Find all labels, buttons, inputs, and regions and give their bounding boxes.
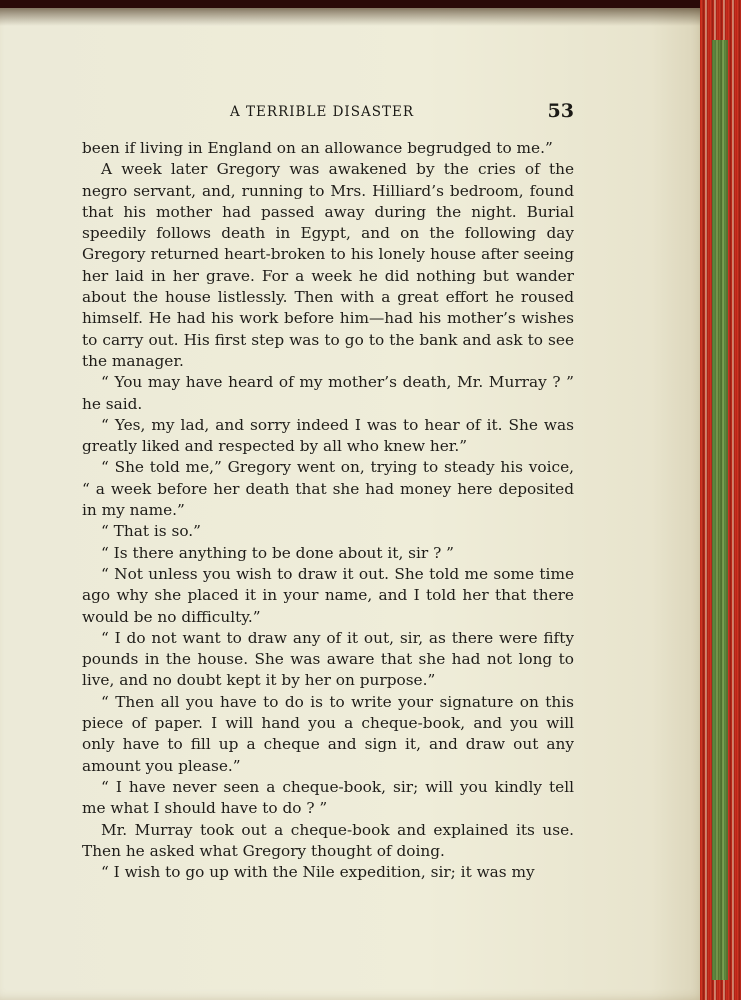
paragraph: A week later Gregory was awakened by the cries of the negro servant, and, running to Mrs. Hilliard’s bedroom, found that his mother had passed away during the night. Burial speedily follows death in Egypt, and on the following day Gregory returned heart-broken to his lonely house after seeing her laid in her grave. For a week he did nothing but wander about the house listlessly. Then with a great effort he roused himself. He had his work before him—had his mother’s wishes to carry out. His first step was to go to the bank and ask to see the manager. [82, 160, 574, 370]
page-header [82, 102, 574, 124]
paragraph-last: “ I wish to go up with the Nile expedition, sir; it was my [101, 863, 535, 882]
paragraph: “ She told me,” Gregory went on, trying to steady his voice, “ a week before her death that she had money here deposited in my name.” [82, 458, 574, 520]
page-number: 53 [547, 100, 574, 122]
paragraph: “ I do not want to draw any of it out, sir, as there were fifty pounds in the house. She was aware that she had not long to live, and no doubt kept it by her on purpose.” [82, 628, 574, 690]
paragraph-continuation: been if living in England on an allowance begrudged to me.” [82, 139, 553, 157]
body-text [82, 138, 574, 883]
page-edge-band [712, 40, 728, 980]
paragraph: “ I have never seen a cheque-book, sir; will you kindly tell me what I should have to do ? ” [82, 777, 574, 818]
paragraph: Mr. Murray took out a cheque-book and explained its use. Then he asked what Gregory thought of doing. [82, 820, 574, 860]
paragraph: “ You may have heard of my mother’s death, Mr. Murray ? ” he said. [82, 373, 574, 413]
paragraph: “ Not unless you wish to draw it out. She told me some time ago why she placed it in your name, and I told her that there would be no difficulty.” [82, 564, 574, 626]
page-top-shadow [0, 8, 708, 26]
paragraph: “ Then all you have to do is to write your signature on this piece of paper. I will hand you a cheque-book, and you will only have to fill up a cheque and sign it, and draw out any amount you please.” [82, 692, 574, 775]
paragraph: “ That is so.” [101, 522, 201, 541]
book-page-edges [700, 0, 741, 1000]
book-page [0, 8, 708, 1000]
running-head: A TERRIBLE DISASTER [230, 104, 415, 120]
paragraph: “ Yes, my lad, and sorry indeed I was to hear of it. She was greatly liked and respected by all who knew her.” [82, 415, 574, 456]
paragraph: “ Is there anything to be done about it, sir ? ” [101, 543, 454, 562]
